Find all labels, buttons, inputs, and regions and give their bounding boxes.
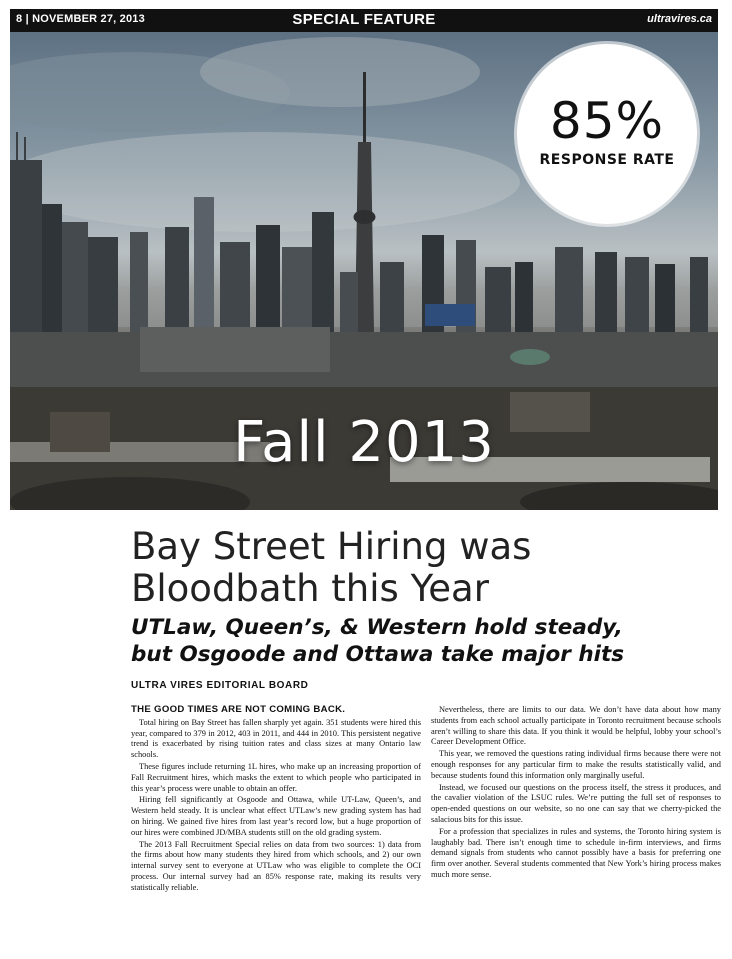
paragraph: Total hiring on Bay Street has fallen sharply yet again. 351 students were hired this year, compared to 379 in 2012, 403 in 2011, and 444 in 2010. This persistent negative trend is exacerbated by rising tuition rates and class sizes at many Ontario law schools.	[131, 717, 421, 760]
header-bar	[10, 9, 718, 32]
column-right	[431, 705, 721, 950]
section-title: SPECIAL FEATURE	[292, 11, 436, 28]
hero-title: Fall 2013	[233, 410, 495, 475]
dek-line-1: UTLaw, Queen’s, & Western hold steady,	[131, 615, 623, 640]
paragraph: The 2013 Fall Recruitment Special relies on data from two sources: 1) data from the firms about how many students they hired from which schools, and 2) our own internal survey sent to everyone at UTLaw who was eligible to complete the OCI process. Our internal survey had an 85% response rate, making its results very statistically reliable.	[131, 839, 421, 892]
byline: ULTRA VIRES EDITORIAL BOARD	[131, 680, 309, 691]
paragraph: Nevertheless, there are limits to our data. We don’t have data about how many students from each school actually participate in Toronto recruitment because schools aren’t willing to share this data. If you think it would be helpful, lobby your school’s Career Development Office.	[431, 705, 721, 747]
paragraph: Instead, we focused our questions on the process itself, the stress it produces, and the cavalier violation of the LSUC rules. We’re putting the full set of responses to open-ended questions on our website, so no one can say that we cherry-picked the salacious bits for this issue.	[431, 782, 721, 824]
article-body	[131, 705, 721, 950]
site-url[interactable]: ultravires.ca	[647, 13, 712, 25]
lead-in: THE GOOD TIMES ARE NOT COMING BACK.	[131, 704, 346, 715]
response-rate-label: RESPONSE RATE	[539, 152, 675, 168]
issue-date: 8 | NOVEMBER 27, 2013	[16, 13, 145, 25]
article-subheadline	[131, 614, 691, 668]
column-left	[131, 705, 421, 950]
paragraph: This year, we removed the questions rating individual firms because there were not enough responses for any particular firm to make the results statistically valid, and because students found this information only marginally useful.	[431, 749, 721, 780]
article-headline	[131, 526, 651, 610]
response-rate-value: 85%	[549, 92, 665, 150]
response-rate-badge	[517, 44, 697, 224]
paragraph: Hiring fell significantly at Osgoode and Ottawa, while UT-Law, Queen’s, and Western held steady. It is unclear what effect UTLaw’s new grading system has had on hiring. We gained five hires from last year’s record low, but a huge proportion of our hires were combined JD/MBA students still on the old grading system.	[131, 795, 421, 837]
paragraph: For a profession that specializes in rules and systems, the Toronto hiring system is laughably bad. There isn’t enough time to schedule in-firm interviews, and firms demand signals from students who cannot possibly have a basis for preferring one firm over another. Several students commented that New York’s hiring process makes much more sense.	[431, 826, 721, 879]
dek-line-2: but Osgoode and Ottawa take major hits	[131, 642, 625, 667]
headline-line-2: Bloodbath this Year	[131, 567, 489, 610]
headline-line-1: Bay Street Hiring was	[131, 525, 532, 568]
paragraph: These figures include returning 1L hires, who make up an increasing proportion of Fall Recruitment hires, which masks the extent to which people who participated in this year’s process were unable to obtain an offer.	[131, 761, 421, 793]
